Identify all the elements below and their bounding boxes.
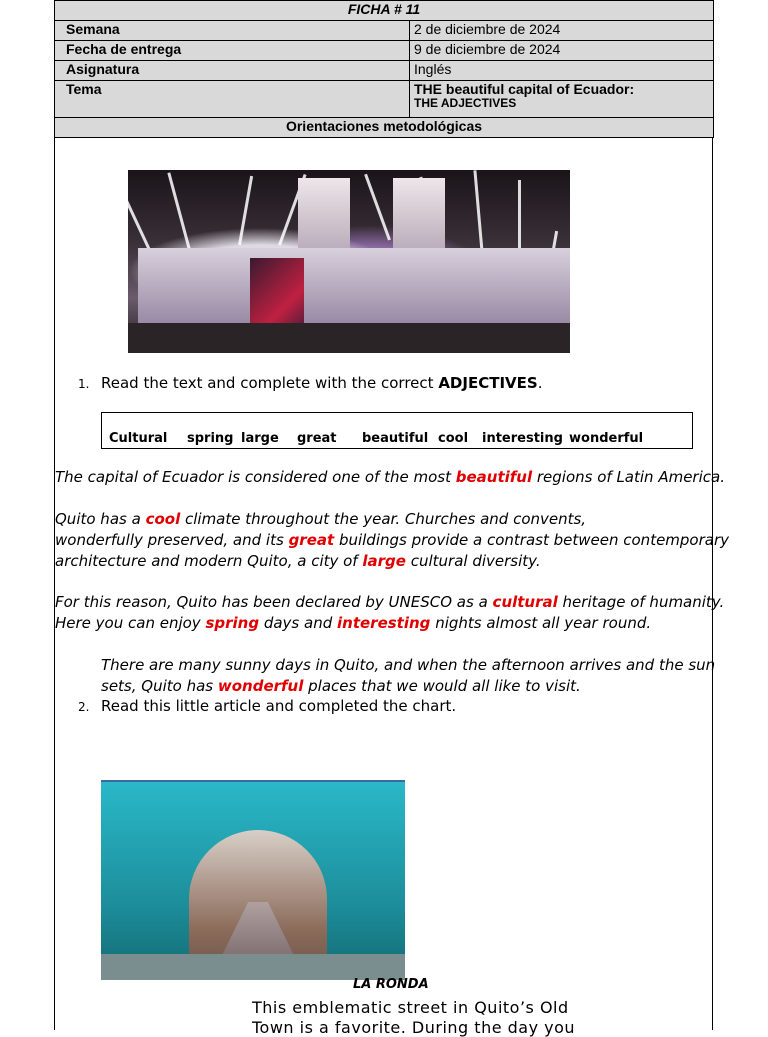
answer-adjective: cultural	[492, 593, 558, 611]
answer-adjective: beautiful	[455, 468, 533, 486]
word-bank-item: spring	[187, 431, 234, 446]
value-tema	[410, 81, 714, 118]
la-ronda-photo	[101, 780, 405, 980]
tema-title: THE beautiful capital of Ecuador:	[414, 81, 635, 97]
text-segment: heritage of humanity.	[557, 593, 725, 611]
text-segment: climate throughout the year. Churches and convents,	[180, 510, 587, 528]
instruction-keyword: ADJECTIVES	[438, 374, 538, 392]
text-line-8	[101, 676, 581, 697]
tema-subtitle: THE ADJECTIVES	[414, 96, 517, 110]
answer-adjective: great	[288, 531, 335, 549]
text-line-4	[55, 551, 541, 572]
label-fecha: Fecha de entrega	[55, 41, 410, 61]
text-line-1	[55, 467, 725, 488]
word-bank-item: Cultural	[109, 431, 168, 446]
exercise-2-number: 2.	[78, 700, 90, 714]
text-segment: nights almost all year round.	[430, 614, 652, 632]
text-segment: buildings provide a contrast between contemporary	[334, 531, 730, 549]
row-semana	[55, 21, 714, 41]
value-semana: 2 de diciembre de 2024	[410, 21, 714, 41]
text-segment: regions of Latin America.	[532, 468, 725, 486]
label-tema: Tema	[55, 81, 410, 118]
answer-adjective: spring	[205, 614, 260, 632]
answer-adjective: cool	[145, 510, 181, 528]
text-segment: architecture and modern Quito, a city of	[55, 552, 363, 570]
article-text-line-2: Town is a favorite. During the day you	[252, 1018, 576, 1037]
value-asignatura: Inglés	[410, 61, 714, 81]
text-segment: Here you can enjoy	[55, 614, 206, 632]
answer-adjective: wonderful	[217, 677, 304, 695]
text-segment: places that we would all like to visit.	[303, 677, 581, 695]
word-bank-item: great	[297, 431, 337, 446]
ficha-title: FICHA # 11	[55, 1, 714, 21]
answer-adjective: interesting	[337, 614, 431, 632]
word-bank-item: cool	[438, 431, 469, 446]
row-asignatura	[55, 61, 714, 81]
text-segment: Quito has a	[55, 510, 146, 528]
value-fecha: 9 de diciembre de 2024	[410, 41, 714, 61]
photo-caption: LA RONDA	[353, 977, 429, 992]
article-text-line-1: This emblematic street in Quito’s Old	[252, 998, 569, 1017]
text-line-5	[55, 592, 724, 613]
exercise-1-number: 1.	[78, 377, 90, 391]
text-line-3	[55, 530, 729, 551]
instruction-text: Read the text and complete with the correct	[101, 374, 439, 392]
row-fecha	[55, 41, 714, 61]
exercise-2-instruction: Read this little article and completed the chart.	[101, 697, 457, 715]
label-semana: Semana	[55, 21, 410, 41]
text-segment: days and	[259, 614, 338, 632]
instruction-end: .	[537, 374, 543, 392]
text-segment: The capital of Ecuador is considered one of the most	[55, 468, 456, 486]
text-segment: sets, Quito has	[101, 677, 218, 695]
quito-fireworks-photo	[128, 170, 570, 353]
row-tema	[55, 81, 714, 118]
text-line-2	[55, 509, 586, 530]
answer-adjective: large	[362, 552, 406, 570]
word-bank	[101, 412, 693, 449]
text-segment: wonderfully preserved, and its	[55, 531, 289, 549]
text-segment: There are many sunny days in Quito, and when the afternoon arrives and the sun	[101, 656, 716, 674]
word-bank-item: large	[241, 431, 279, 446]
header-table	[54, 0, 714, 138]
text-line-6	[55, 613, 651, 634]
exercise-1-instruction	[101, 374, 542, 392]
text-segment: For this reason, Quito has been declared by UNESCO as a	[55, 593, 493, 611]
word-bank-item: beautiful	[362, 431, 429, 446]
orientaciones-heading: Orientaciones metodológicas	[55, 118, 714, 138]
text-segment: cultural diversity.	[405, 552, 541, 570]
word-bank-item: wonderful	[569, 431, 644, 446]
text-line-7	[101, 655, 715, 676]
word-bank-item: interesting	[482, 431, 563, 446]
label-asignatura: Asignatura	[55, 61, 410, 81]
